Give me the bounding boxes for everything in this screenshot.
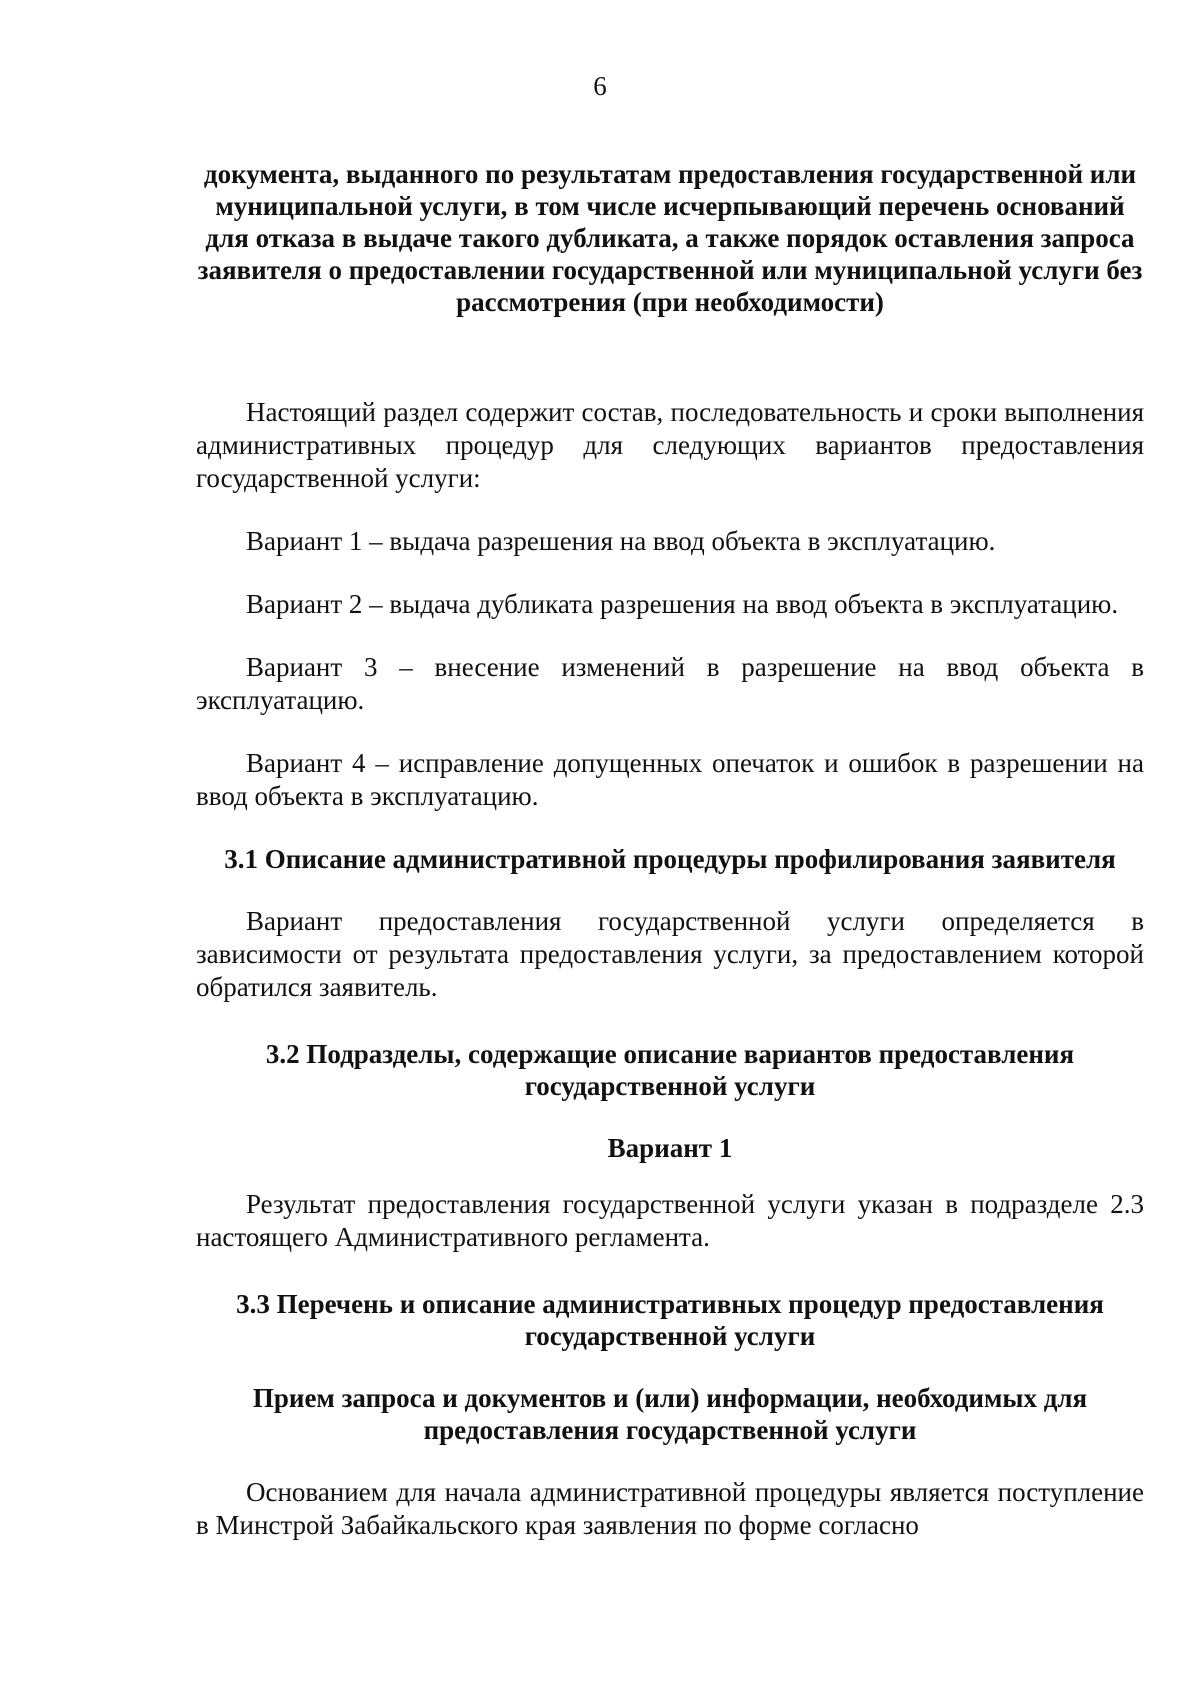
basis-paragraph: Основанием для начала административной процедуры является поступление в Минстрой Забайкальского края заявления по форме согласно [196,1477,1144,1540]
page-number: 6 [593,71,607,101]
variant-4-paragraph: Вариант 4 – исправление допущенных опечаток и ошибок в разрешении на ввод объекта в эксплуатацию. [196,748,1144,811]
section-3-3-heading: 3.3 Перечень и описание административных процедур предоставления государственной услуги [236,1289,1104,1351]
reception-heading: Прием запроса и документов и (или) информации, необходимых для предоставления государственной услуги [252,1383,1088,1445]
intro-paragraph: Настоящий раздел содержит состав, последовательность и сроки выполнения административных процедур для следующих вариантов предоставления государственной услуги: [196,397,1144,493]
variant-3-paragraph: Вариант 3 – внесение изменений в разрешение на ввод объекта в эксплуатацию. [196,652,1144,715]
document-body [196,158,1144,1542]
variant-2-paragraph: Вариант 2 – выдача дубликата разрешения на ввод объекта в эксплуатацию. [246,589,1119,619]
intro-heading: документа, выданного по результатам предоставления государственной или муниципальной услуги, в том числе исчерпывающий перечень оснований для отказа в выдаче такого дубликата, а также порядок оставления запроса заявителя о предоставлении государственной или муниципальной услуги без рассмотрения (при необходимости) [197,159,1143,317]
section-3-2-heading: 3.2 Подразделы, содержащие описание вариантов предоставления государственной услуги [265,1039,1075,1101]
section-3-1-heading: 3.1 Описание административной процедуры профилирования заявителя [224,844,1116,874]
result-paragraph: Результат предоставления государственной услуги указан в подразделе 2.3 настоящего Административного регламента. [196,1189,1144,1252]
variant-1-heading: Вариант 1 [607,1133,733,1163]
profiling-paragraph: Вариант предоставления государственной услуги определяется в зависимости от результата предоставления услуги, за предоставлением которой обратился заявитель. [196,906,1144,1002]
variant-1-paragraph: Вариант 1 – выдача разрешения на ввод объекта в эксплуатацию. [246,526,996,556]
